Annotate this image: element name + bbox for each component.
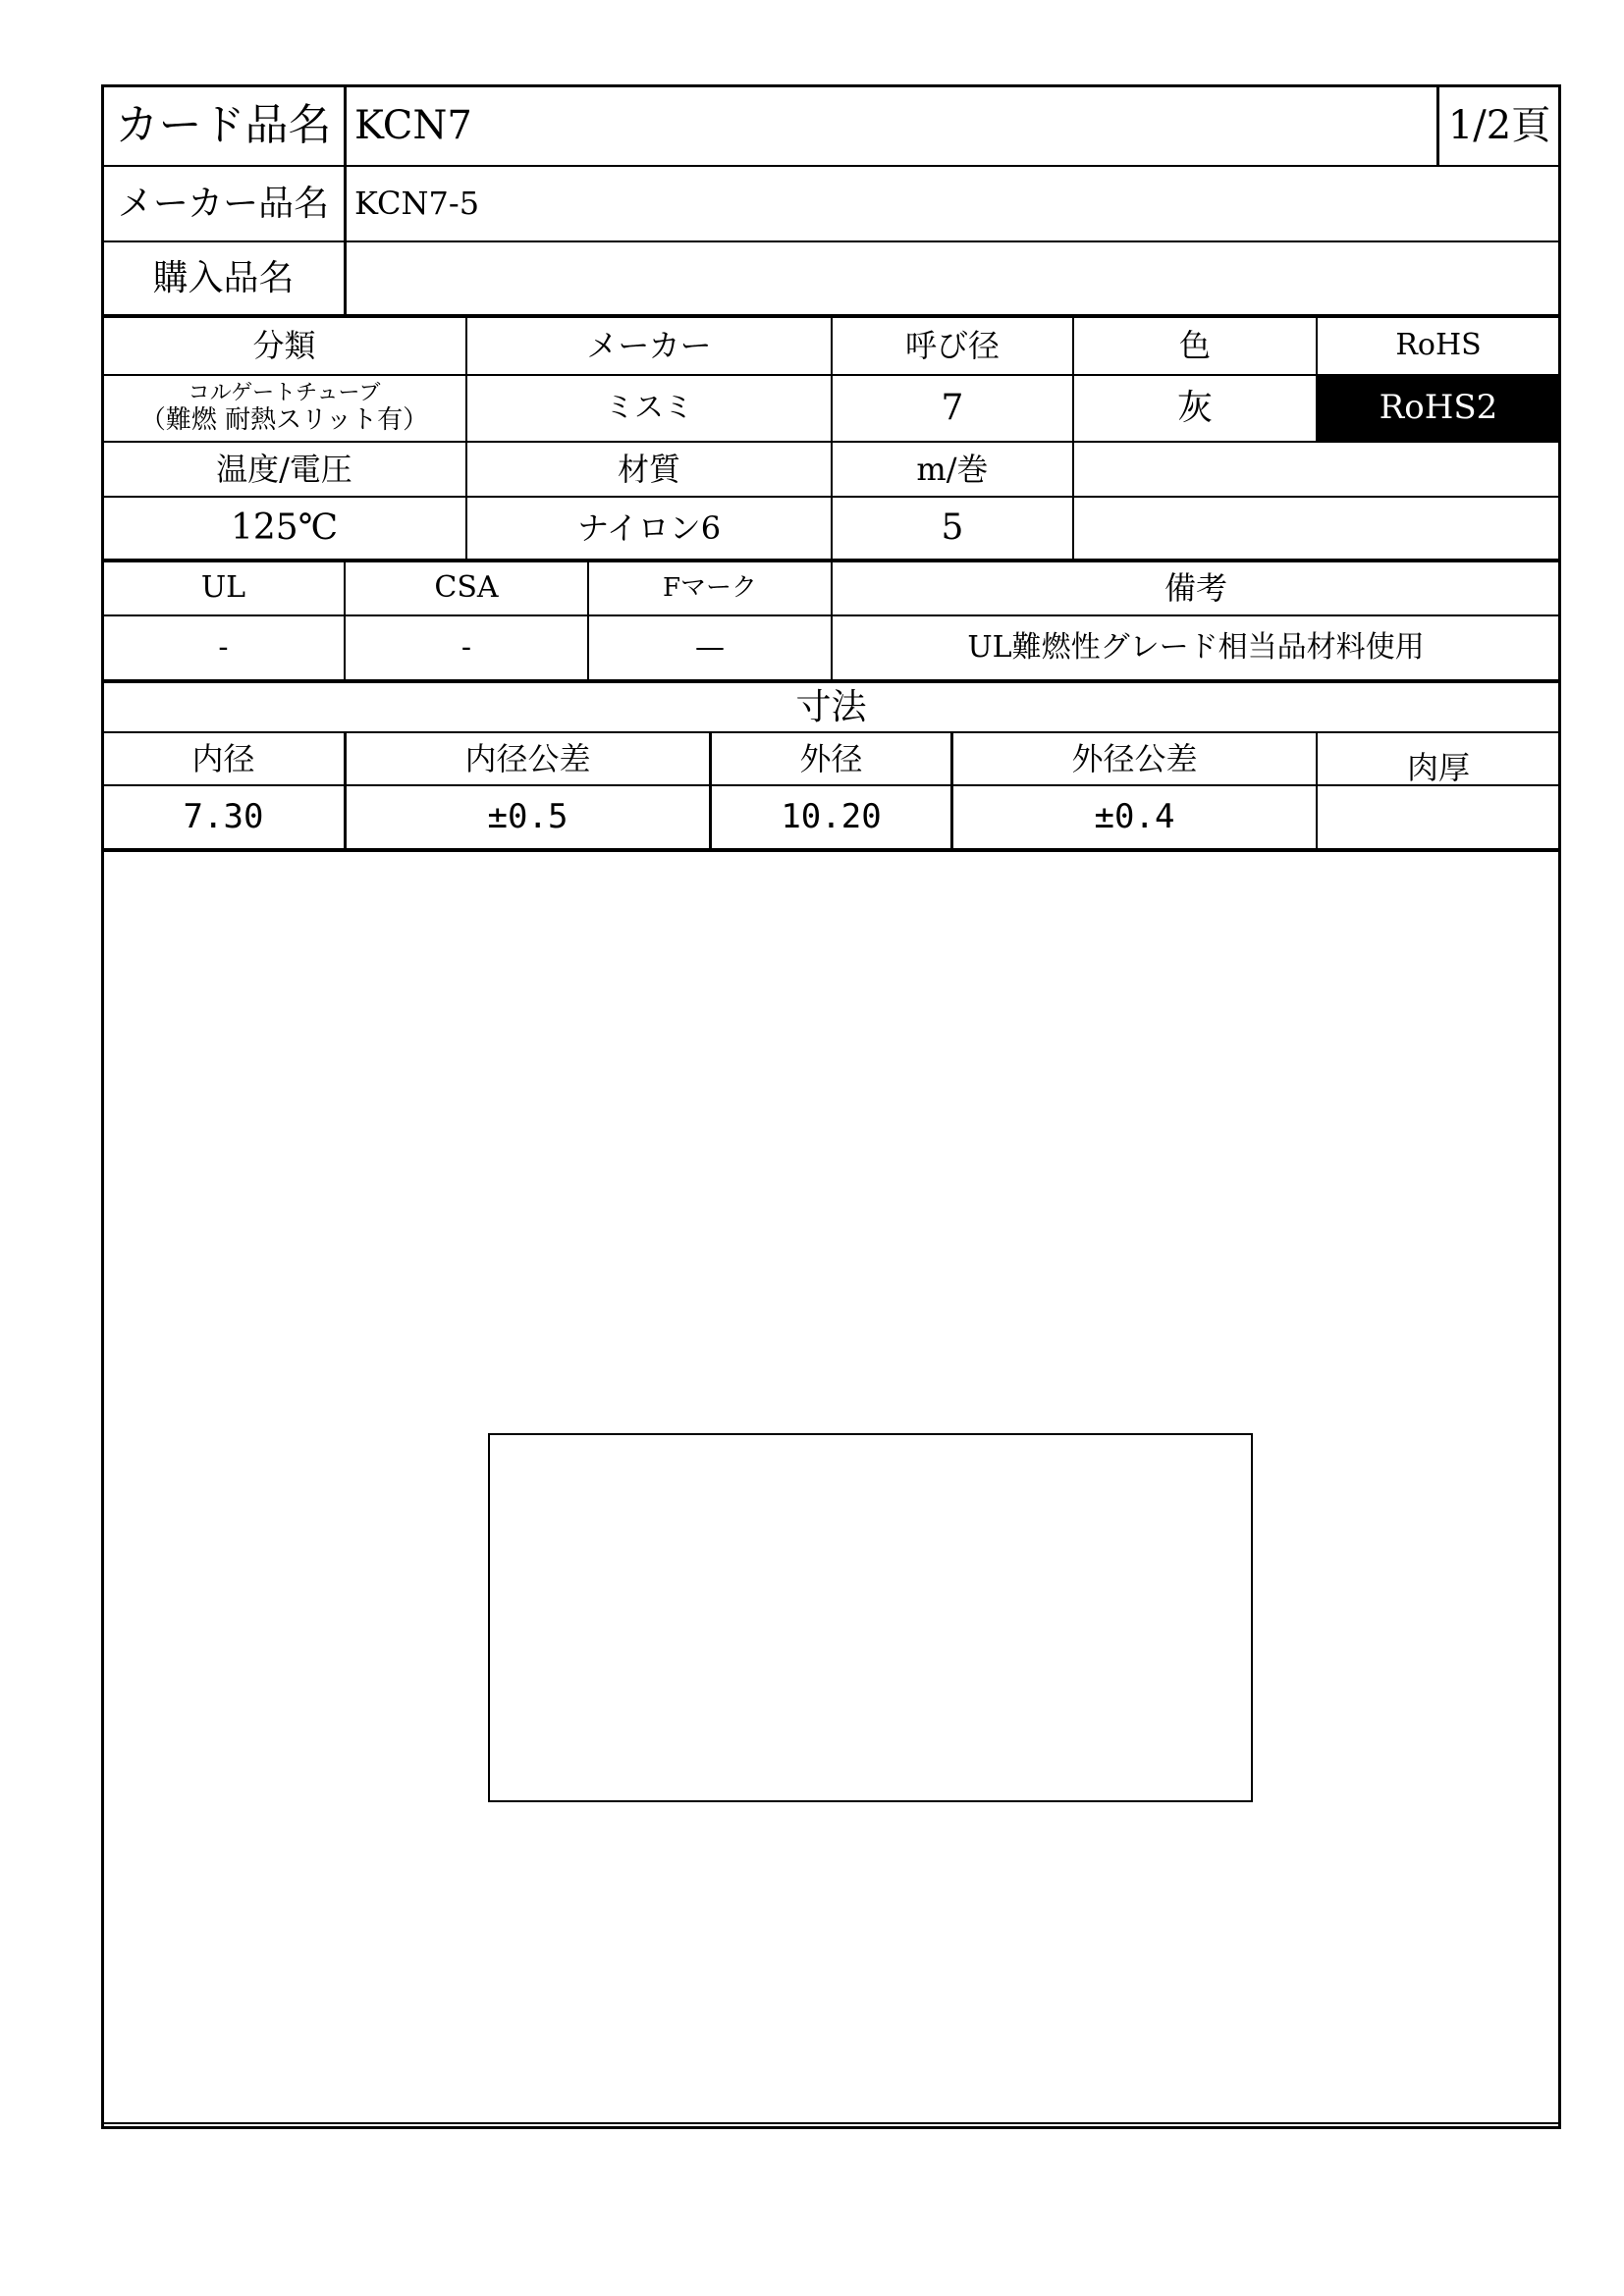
- category-value-line2: （難燃 耐熱スリット有）: [139, 404, 429, 435]
- fmark-value: —: [695, 629, 725, 665]
- blank-label: [1074, 443, 1559, 496]
- maker-label: メーカー: [586, 327, 712, 365]
- csa-label: CSA: [434, 570, 499, 606]
- outer-tolerance-label: 外径公差: [1071, 739, 1198, 777]
- inner-diameter-label: 内径: [191, 739, 255, 777]
- color-label: 色: [1178, 327, 1211, 365]
- card-name-value: KCN7: [354, 103, 472, 148]
- outer-tolerance-value: ±0.4: [1094, 796, 1175, 836]
- inner-diameter-value: 7.30: [183, 796, 264, 836]
- fmark-label: Fマーク: [662, 572, 758, 603]
- dimensions-title: 寸法: [795, 686, 867, 727]
- temp-voltage-value: 125℃: [231, 507, 338, 549]
- purchase-name-value: [347, 242, 1559, 314]
- nominal-diameter-label: 呼び径: [904, 327, 1000, 365]
- rule: [101, 2122, 1561, 2124]
- inner-tolerance-label: 内径公差: [464, 739, 591, 777]
- inner-tolerance-value: ±0.5: [487, 796, 568, 836]
- nominal-diameter-value: 7: [941, 388, 964, 429]
- material-value: ナイロン6: [576, 508, 722, 547]
- maker-value: ミスミ: [605, 390, 693, 425]
- product-image-placeholder: [488, 1433, 1253, 1802]
- rule: [101, 848, 1561, 852]
- color-value: 灰: [1176, 388, 1213, 429]
- remarks-value: UL難燃性グレード相当品材料使用: [967, 629, 1425, 665]
- outer-diameter-value: 10.20: [781, 796, 882, 836]
- purchase-name-label: 購入品名: [152, 257, 295, 298]
- page-number: 1/2頁: [1447, 103, 1551, 148]
- category-value: [103, 376, 465, 441]
- category-value-line1: コルゲートチューブ: [188, 381, 381, 406]
- ul-value: -: [218, 629, 229, 665]
- card-name-label: カード品名: [115, 99, 332, 150]
- thickness-label: 肉厚: [1406, 748, 1470, 786]
- material-label: 材質: [617, 450, 680, 488]
- per-roll-value: 5: [941, 507, 964, 549]
- rohs-label: RoHS: [1395, 328, 1482, 363]
- remarks-label: 備考: [1164, 569, 1227, 608]
- maker-name-label: メーカー品名: [117, 183, 330, 224]
- category-label: 分類: [252, 327, 316, 365]
- rohs-badge: RoHS2: [1318, 376, 1559, 441]
- thickness-value: [1318, 786, 1559, 848]
- temp-voltage-label: 温度/電圧: [216, 450, 352, 488]
- csa-value: -: [460, 629, 472, 665]
- maker-name-value: KCN7-5: [354, 185, 480, 223]
- blank-value: [1074, 498, 1559, 559]
- ul-label: UL: [200, 570, 246, 606]
- per-roll-label: m/巻: [916, 450, 989, 488]
- outer-diameter-label: 外径: [799, 739, 863, 777]
